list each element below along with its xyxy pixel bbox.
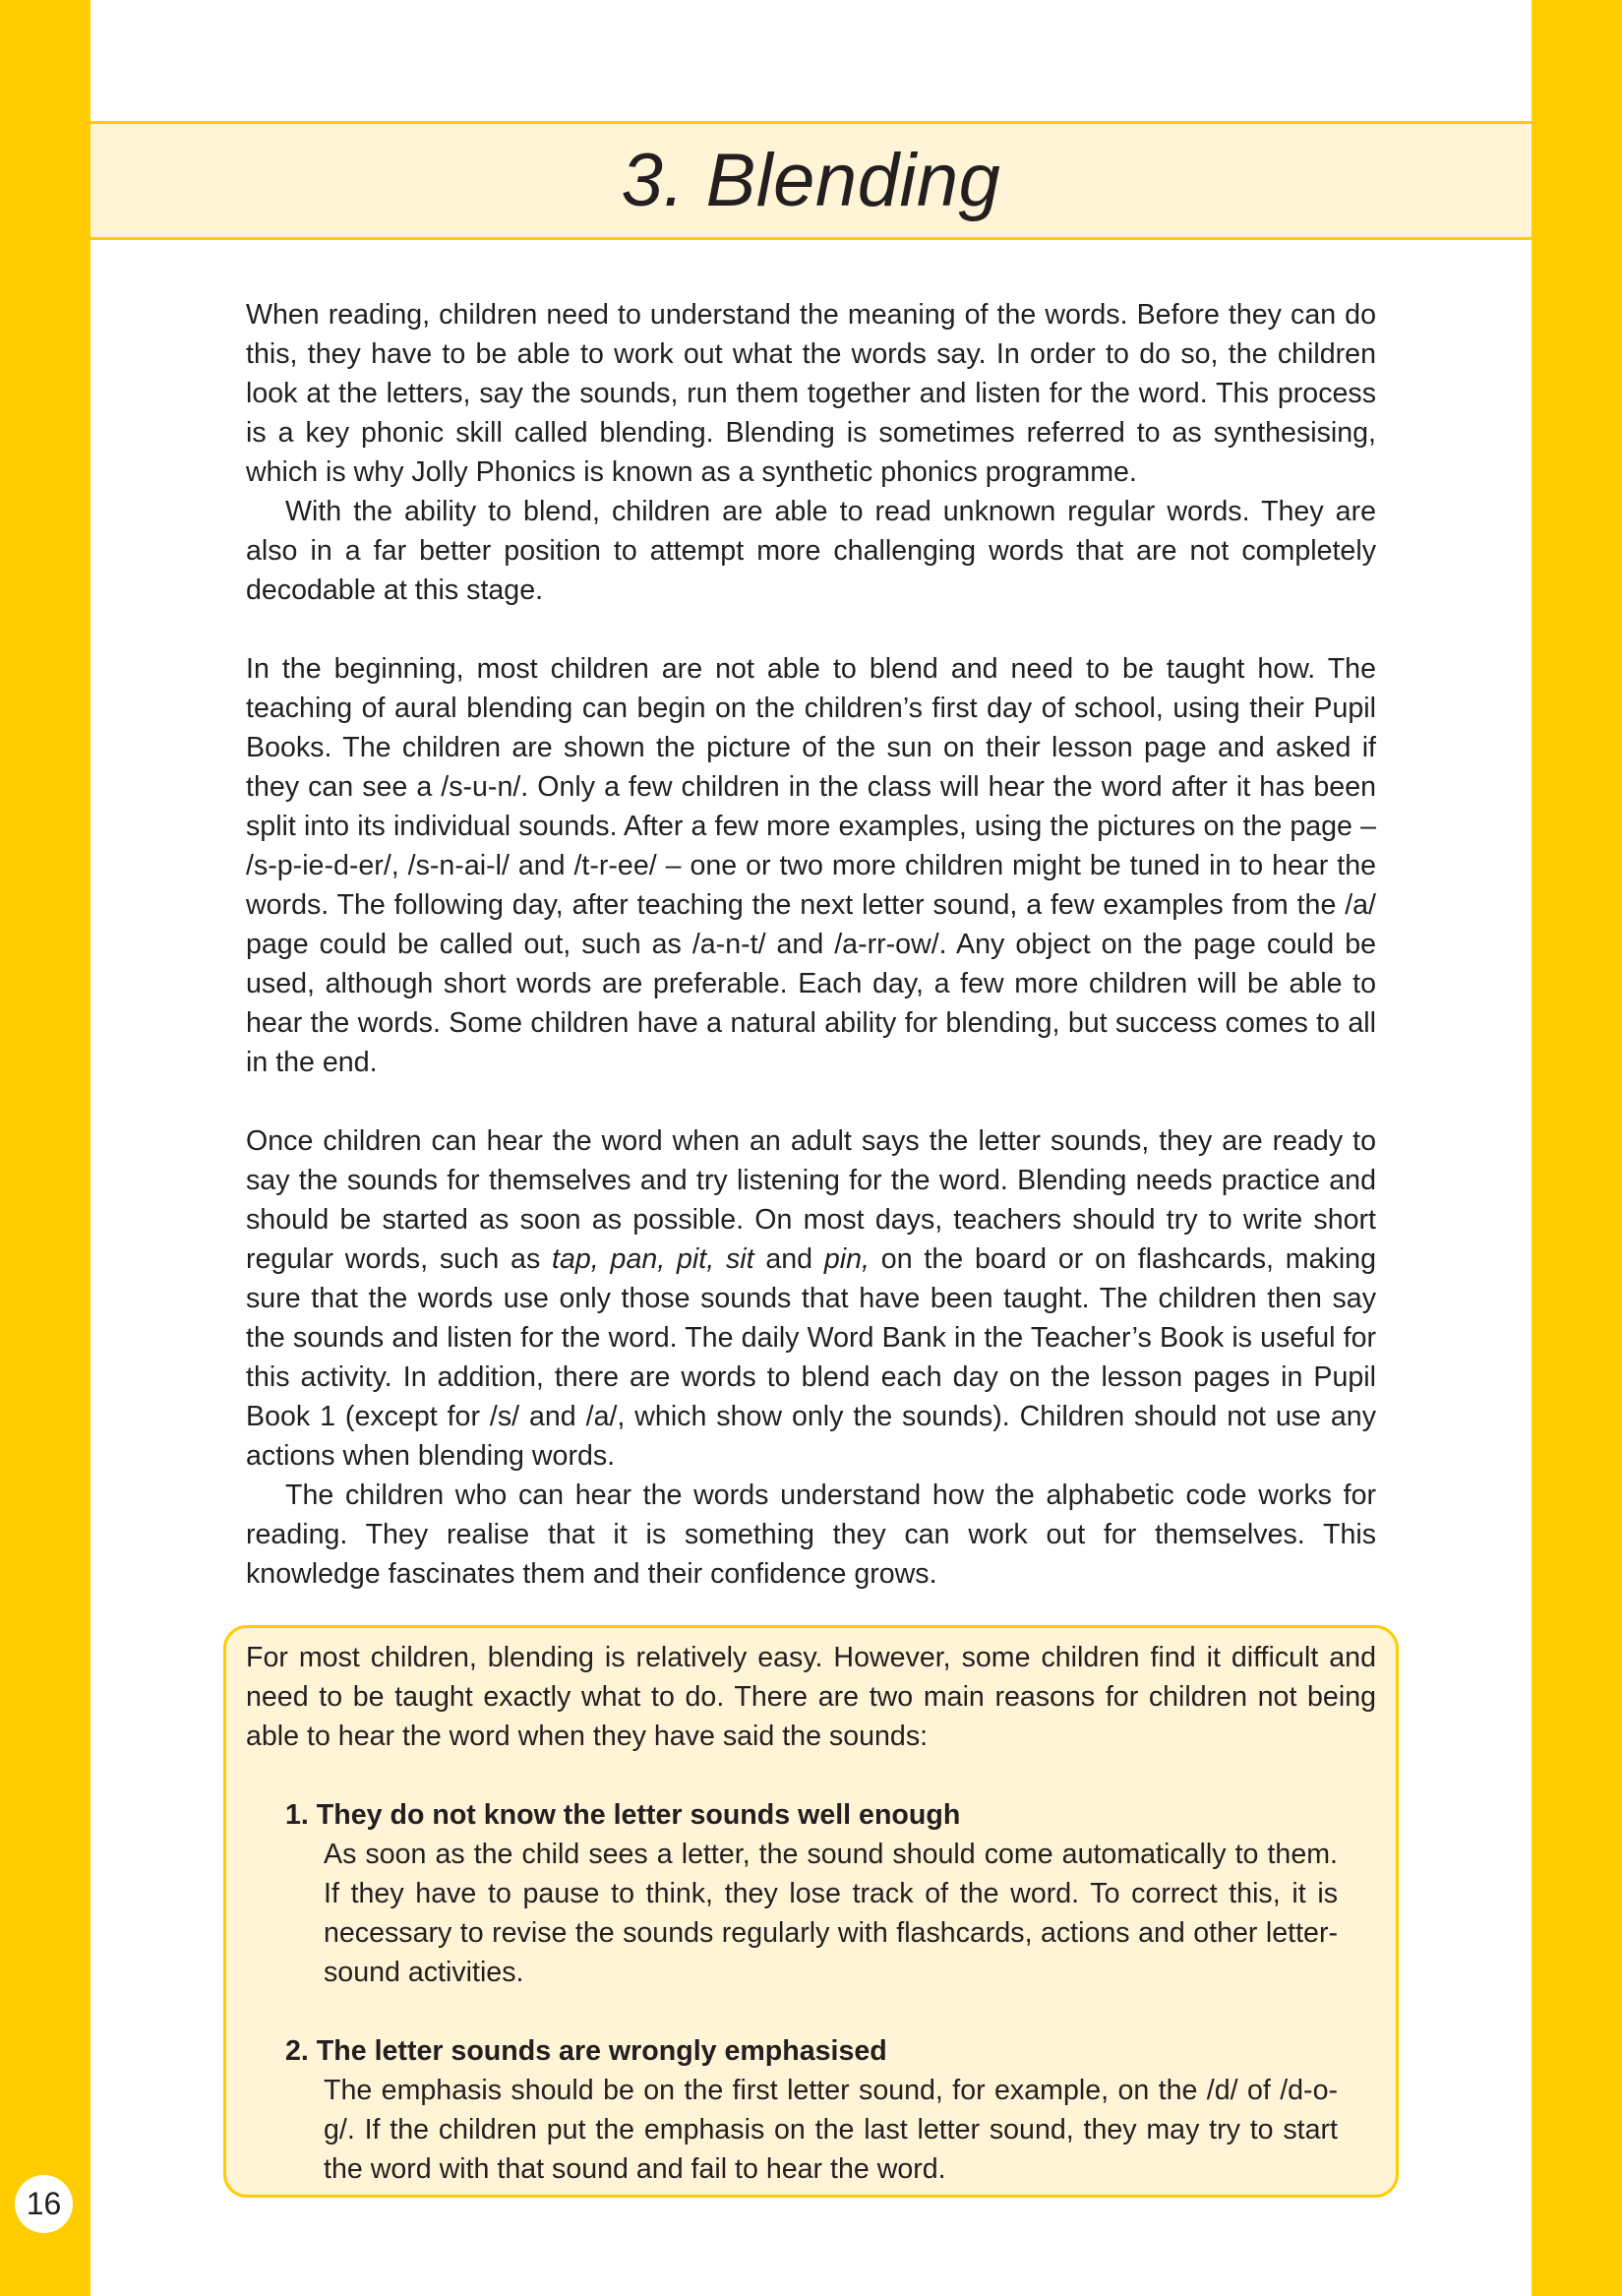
paragraph-4-end: on the board or on flashcards, making sure that the words use only those sounds that have been taught. The children then say the sounds and listen for the word. The daily Word Bank in the Teacher’s Book is useful for this activity. In addition, there are words to blend each day on the lesson pages in Pupil Book 1 (except for /s/ and /a/, which show only the sounds). Children should not use any actions when blending words. <box>246 1243 1376 1472</box>
page-number: 16 <box>15 2175 73 2233</box>
page-title: 3. Blending <box>621 139 1001 222</box>
title-band <box>90 121 1532 240</box>
left-margin-bar <box>0 0 90 2296</box>
example-word-last: pin, <box>823 1243 870 1275</box>
paragraph-4-and: and <box>753 1243 824 1275</box>
paragraph-1: When reading, children need to understand the meaning of the words. Before they can do this, they have to be able to work out what the words say. In order to do so, the children look at the letters, say the sounds, run them together and listen for the word. This process is a key phonic skill called blending. Blending is sometimes referred to as synthesising, which is why Jolly Phonics is known as a synthetic phonics programme. <box>246 299 1376 488</box>
paragraph-4 <box>246 1121 1376 1476</box>
body-text <box>246 295 1376 1594</box>
reason-item <box>246 1795 1376 1992</box>
reason-heading: 1. They do not know the letter sounds well enough <box>285 1799 961 1831</box>
right-margin-bar <box>1532 0 1622 2296</box>
reason-text: As soon as the child sees a letter, the sound should come automatically to them. If they have to pause to think, they lose track of the word. To correct this, it is necessary to revise the sounds regularly with flashcards, actions and other letter-sound activities. <box>324 1839 1338 1988</box>
paragraph-3: In the beginning, most children are not able to blend and need to be taught how. The teaching of aural blending can begin on the children’s first day of school, using their Pupil Books. The children are shown the picture of the sun on their lesson page and asked if they can see a /s-u-n/. Only a few children in the class will hear the word after it has been split into its individual sounds. After a few more examples, using the pictures on the page – /s-p-ie-d-er/, /s-n-ai-l/ and /t-r-ee/ – one or two more children might be tuned in to hear the words. The following day, after teaching the next letter sound, a few examples from the /a/ page could be called out, such as /a-n-t/ and /a-rr-ow/. Any object on the page could be used, although short words are preferable. Each day, a few more children will be able to hear the words. Some children have a natural ability for blending, but success comes to all in the end. <box>246 653 1376 1078</box>
paragraph-5: The children who can hear the words understand how the alphabetic code works for reading. They realise that it is something they can work out for themselves. This knowledge fascinates them and their confidence grows. <box>246 1480 1376 1590</box>
reason-item <box>246 2031 1376 2189</box>
example-words: tap, pan, pit, sit <box>552 1243 754 1275</box>
callout-box <box>223 1625 1399 2198</box>
callout-intro: For most children, blending is relatively easy. However, some children find it difficult and need to be taught exactly what to do. There are two main reasons for children not being able to hear the word when they have said the sounds: <box>246 1642 1376 1752</box>
paragraph-4-start: Once children can hear the word when an adult says the letter sounds, they are ready to say the sounds for themselves and try listening for the word. Blending needs practice and should be started as soon as possible. On most days, teachers should try to write short regular words, such as <box>246 1125 1376 1275</box>
paragraph-2: With the ability to blend, children are able to read unknown regular words. They are also in a far better position to attempt more challenging words that are not completely decodable at this stage. <box>246 496 1376 606</box>
reason-text: The emphasis should be on the first letter sound, for example, on the /d/ of /d-o-g/. If the children put the emphasis on the last letter sound, they may try to start the word with that sound and fail to hear the word. <box>324 2075 1338 2185</box>
reason-heading: 2. The letter sounds are wrongly emphasised <box>285 2035 887 2067</box>
